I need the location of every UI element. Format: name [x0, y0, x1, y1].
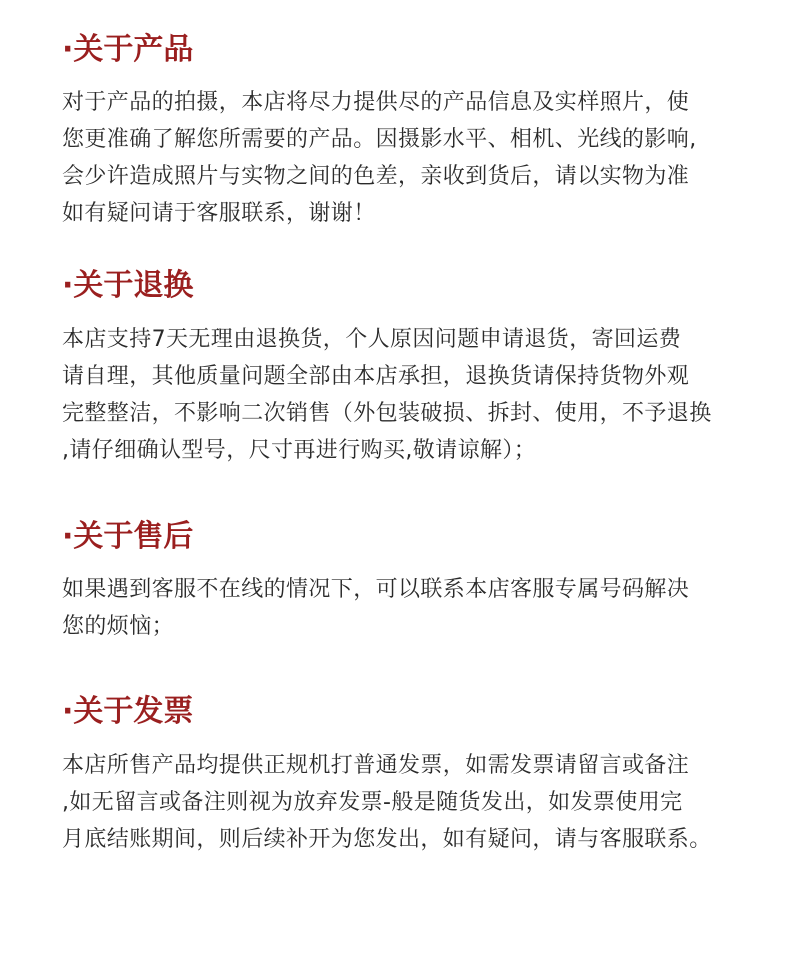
bullet-dot: ·	[62, 694, 74, 729]
section-body	[62, 747, 762, 858]
section-heading	[62, 517, 762, 557]
section-body	[62, 321, 762, 469]
body-line: 月底结账期间，则后续补开为您发出，如有疑问，请与客服联系。	[62, 827, 712, 852]
bullet-dot: ·	[62, 519, 74, 554]
bullet-dot: ·	[62, 268, 74, 303]
section-about-after-sales	[62, 517, 762, 645]
section-heading	[62, 692, 762, 732]
body-line: 您的烦恼；	[62, 614, 175, 639]
section-body	[62, 571, 762, 645]
section-about-invoice	[62, 692, 762, 858]
body-line: 本店所售产品均提供正规机打普通发票，如需发票请留言或备注	[62, 753, 690, 778]
body-line: 完整整洁，不影响二次销售（外包装破损、拆封、使用，不予退换	[62, 401, 712, 426]
section-title: 关于退换	[73, 268, 194, 303]
body-line: 本店支持7天无理由退换货，个人原因问题申请退货，寄回运费	[62, 327, 682, 352]
section-about-product	[62, 30, 762, 232]
body-line: 如有疑问请于客服联系，谢谢！	[62, 201, 376, 226]
body-line: 会少许造成照片与实物之间的色差，亲收到货后，请以实物为准	[62, 164, 690, 189]
section-about-returns	[62, 266, 762, 469]
body-line: 对于产品的拍摄，本店将尽力提供尽的产品信息及实样照片，使	[62, 90, 690, 115]
body-line: 请自理，其他质量问题全部由本店承担，退换货请保持货物外观	[62, 364, 690, 389]
section-title: 关于发票	[73, 694, 194, 729]
section-heading	[62, 30, 762, 70]
body-line: ,请仔细确认型号，尺寸再进行购买,敬请谅解）；	[62, 438, 537, 463]
body-line: 如果遇到客服不在线的情况下，可以联系本店客服专属号码解决	[62, 577, 690, 602]
bullet-dot: ·	[62, 32, 74, 67]
section-title: 关于售后	[73, 519, 194, 554]
body-line: ,如无留言或备注则视为放弃发票-般是随货发出，如发票使用完	[62, 790, 683, 815]
section-body	[62, 84, 762, 232]
section-title: 关于产品	[73, 32, 194, 67]
section-heading	[62, 266, 762, 306]
body-line: 您更准确了解您所需要的产品。因摄影水平、相机、光线的影响,	[62, 127, 697, 152]
